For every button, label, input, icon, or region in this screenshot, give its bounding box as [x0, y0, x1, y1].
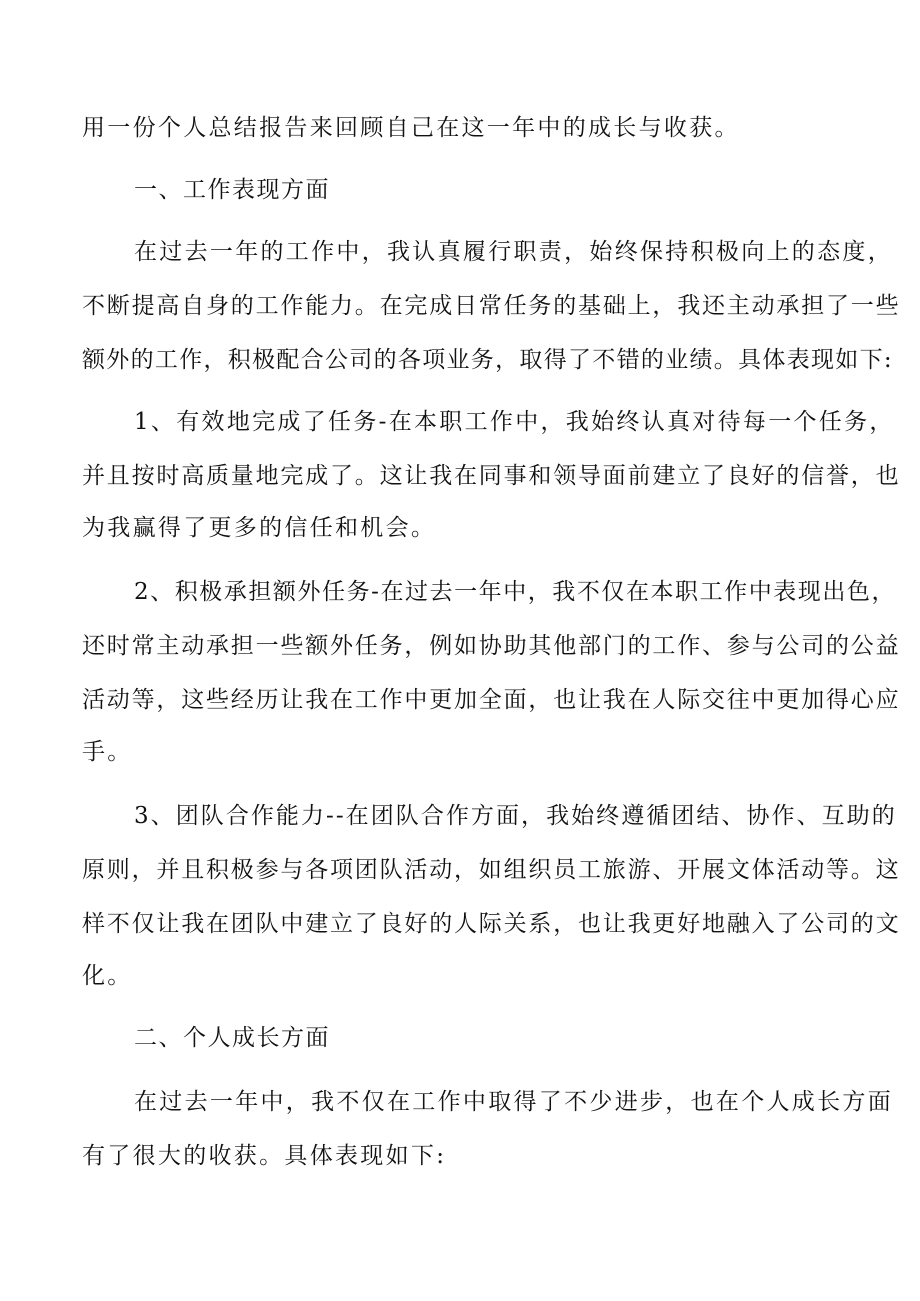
- paragraph-intro-line-1: 用一份个人总结报告来回顾自己在这一年中的成长与收获。: [82, 115, 740, 141]
- list-item-1-line-3: 为我赢得了更多的信任和机会。: [82, 515, 437, 541]
- list-item-3-line-2: 原则，并且积极参与各项团队活动，如组织员工旅游、开展文体活动等。这: [82, 857, 901, 883]
- list-item-2-line-4: 手。: [82, 739, 133, 765]
- paragraph-growth-line-1: 在过去一年中，我不仅在工作中取得了不少进步，也在个人成长方面: [134, 1089, 893, 1115]
- list-item-1-line-1: 1、有效地完成了任务-在本职工作中，我始终认真对待每一个任务，: [134, 409, 895, 435]
- paragraph-work-line-2: 不断提高自身的工作能力。在完成日常任务的基础上，我还主动承担了一些: [82, 293, 901, 319]
- list-item-2-line-3: 活动等，这些经历让我在工作中更加全面，也让我在人际交往中更加得心应: [82, 687, 901, 713]
- list-item-2-line-2: 还时常主动承担一些额外任务，例如协助其他部门的工作、参与公司的公益: [82, 633, 901, 659]
- section-heading-work-performance: 一、工作表现方面: [134, 177, 330, 203]
- section-heading-personal-growth: 二、个人成长方面: [134, 1025, 330, 1051]
- list-item-3-line-4: 化。: [82, 963, 133, 989]
- list-item-2-line-1: 2、积极承担额外任务-在过去一年中，我不仅在本职工作中表现出色，: [134, 579, 897, 605]
- paragraph-work-line-1: 在过去一年的工作中，我认真履行职责，始终保持积极向上的态度，: [134, 239, 893, 265]
- list-item-3-line-3: 样不仅让我在团队中建立了良好的人际关系，也让我更好地融入了公司的文: [82, 911, 901, 937]
- list-item-3-line-1: 3、团队合作能力--在团队合作方面，我始终遵循团结、协作、互助的: [134, 803, 897, 829]
- paragraph-growth-line-2: 有了很大的收获。具体表现如下:: [82, 1143, 447, 1169]
- paragraph-work-line-3: 额外的工作，积极配合公司的各项业务，取得了不错的业绩。具体表现如下:: [82, 347, 893, 373]
- list-item-1-line-2: 并且按时高质量地完成了。这让我在同事和领导面前建立了良好的信誉，也: [82, 463, 901, 489]
